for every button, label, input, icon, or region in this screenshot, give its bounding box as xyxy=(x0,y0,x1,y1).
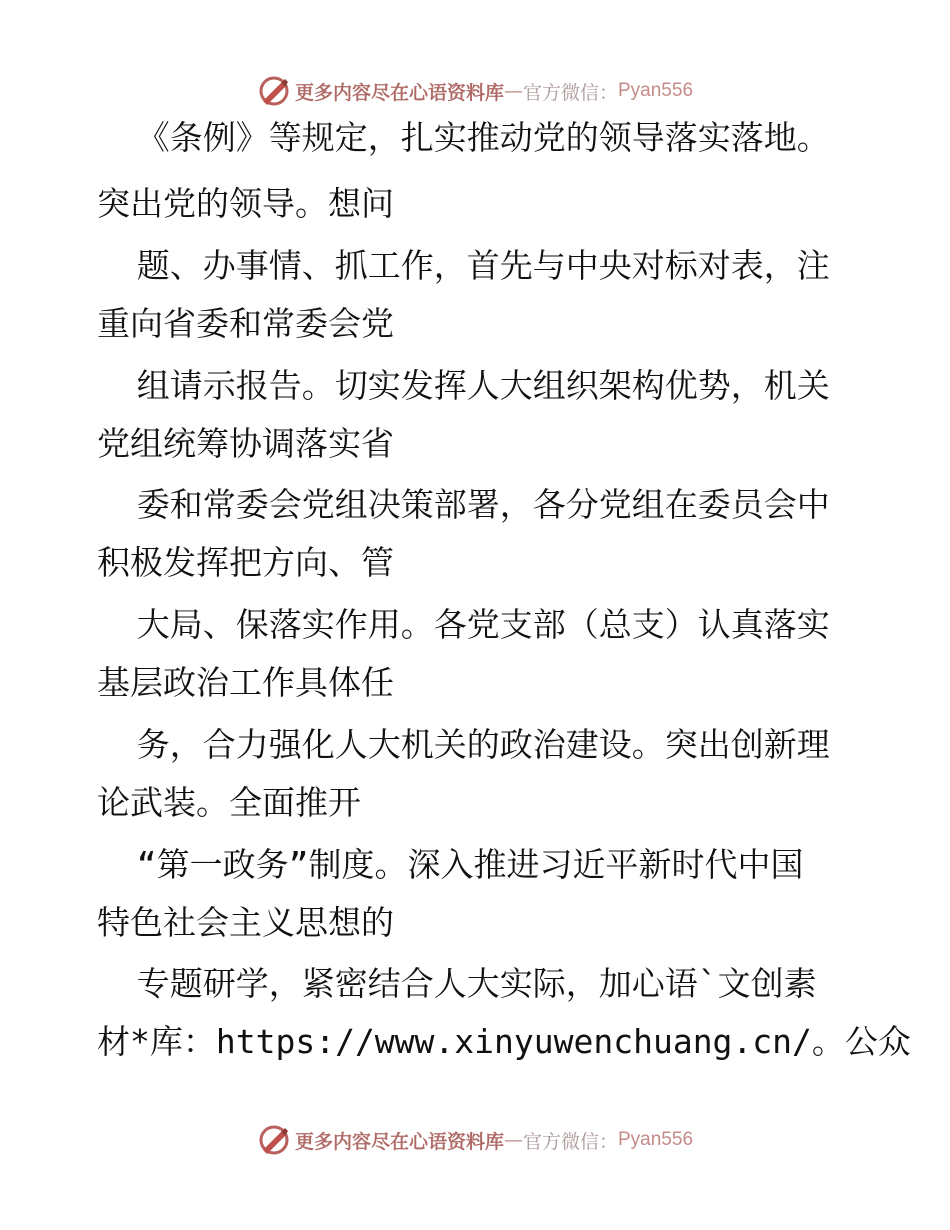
text-line: 重向省委和常委会党 xyxy=(97,304,394,343)
text-line: 专题研学，紧密结合人大实际，加心语`文创素 xyxy=(97,964,817,1003)
text-line: 组请示报告。切实发挥人大组织架构优势，机关 xyxy=(97,366,830,405)
text-line: 基层政治工作具体任 xyxy=(97,663,394,702)
text-line: 题、办事情、抓工作，首先与中央对标对表，注 xyxy=(97,246,830,285)
watermark-official-label: 官方微信： xyxy=(522,81,618,104)
text-line: 论武装。全面推开 xyxy=(97,783,361,822)
text-line: 特色社会主义思想的 xyxy=(97,903,394,942)
pen-logo-icon xyxy=(257,74,291,108)
text-line: 《条例》等规定，扎实推动党的领导落实落地。 xyxy=(97,118,830,157)
pen-logo-icon xyxy=(257,1123,291,1157)
watermark-wechat-id: Pyan556 xyxy=(618,1129,694,1150)
text-line: 委和常委会党组决策部署，各分党组在委员会中 xyxy=(97,485,830,524)
text-line: 积极发挥把方向、管 xyxy=(97,543,394,582)
text-line: 党组统筹协调落实省 xyxy=(97,424,394,463)
text-line: 突出党的领导。想问 xyxy=(97,184,394,223)
watermark-wechat-id: Pyan556 xyxy=(618,80,694,101)
header-watermark xyxy=(0,71,950,111)
text-line: “第一政务”制度。深入推进习近平新时代中国 xyxy=(97,845,804,884)
text-line: 大局、保落实作用。各党支部（总支）认真落实 xyxy=(97,605,830,644)
watermark-official-label: 官方微信： xyxy=(522,1130,618,1153)
watermark-dash: — xyxy=(503,1129,523,1151)
footer-watermark xyxy=(0,1120,950,1160)
text-line: 务，合力强化人大机关的政治建设。突出创新理 xyxy=(97,725,830,764)
watermark-main-text: 更多内容尽在心语资料库 xyxy=(294,81,504,104)
watermark-dash: — xyxy=(503,80,523,102)
watermark-main-text: 更多内容尽在心语资料库 xyxy=(294,1130,504,1153)
text-line: 材*库：https://www.xinyuwenchuang.cn/。公众 xyxy=(97,1022,911,1061)
